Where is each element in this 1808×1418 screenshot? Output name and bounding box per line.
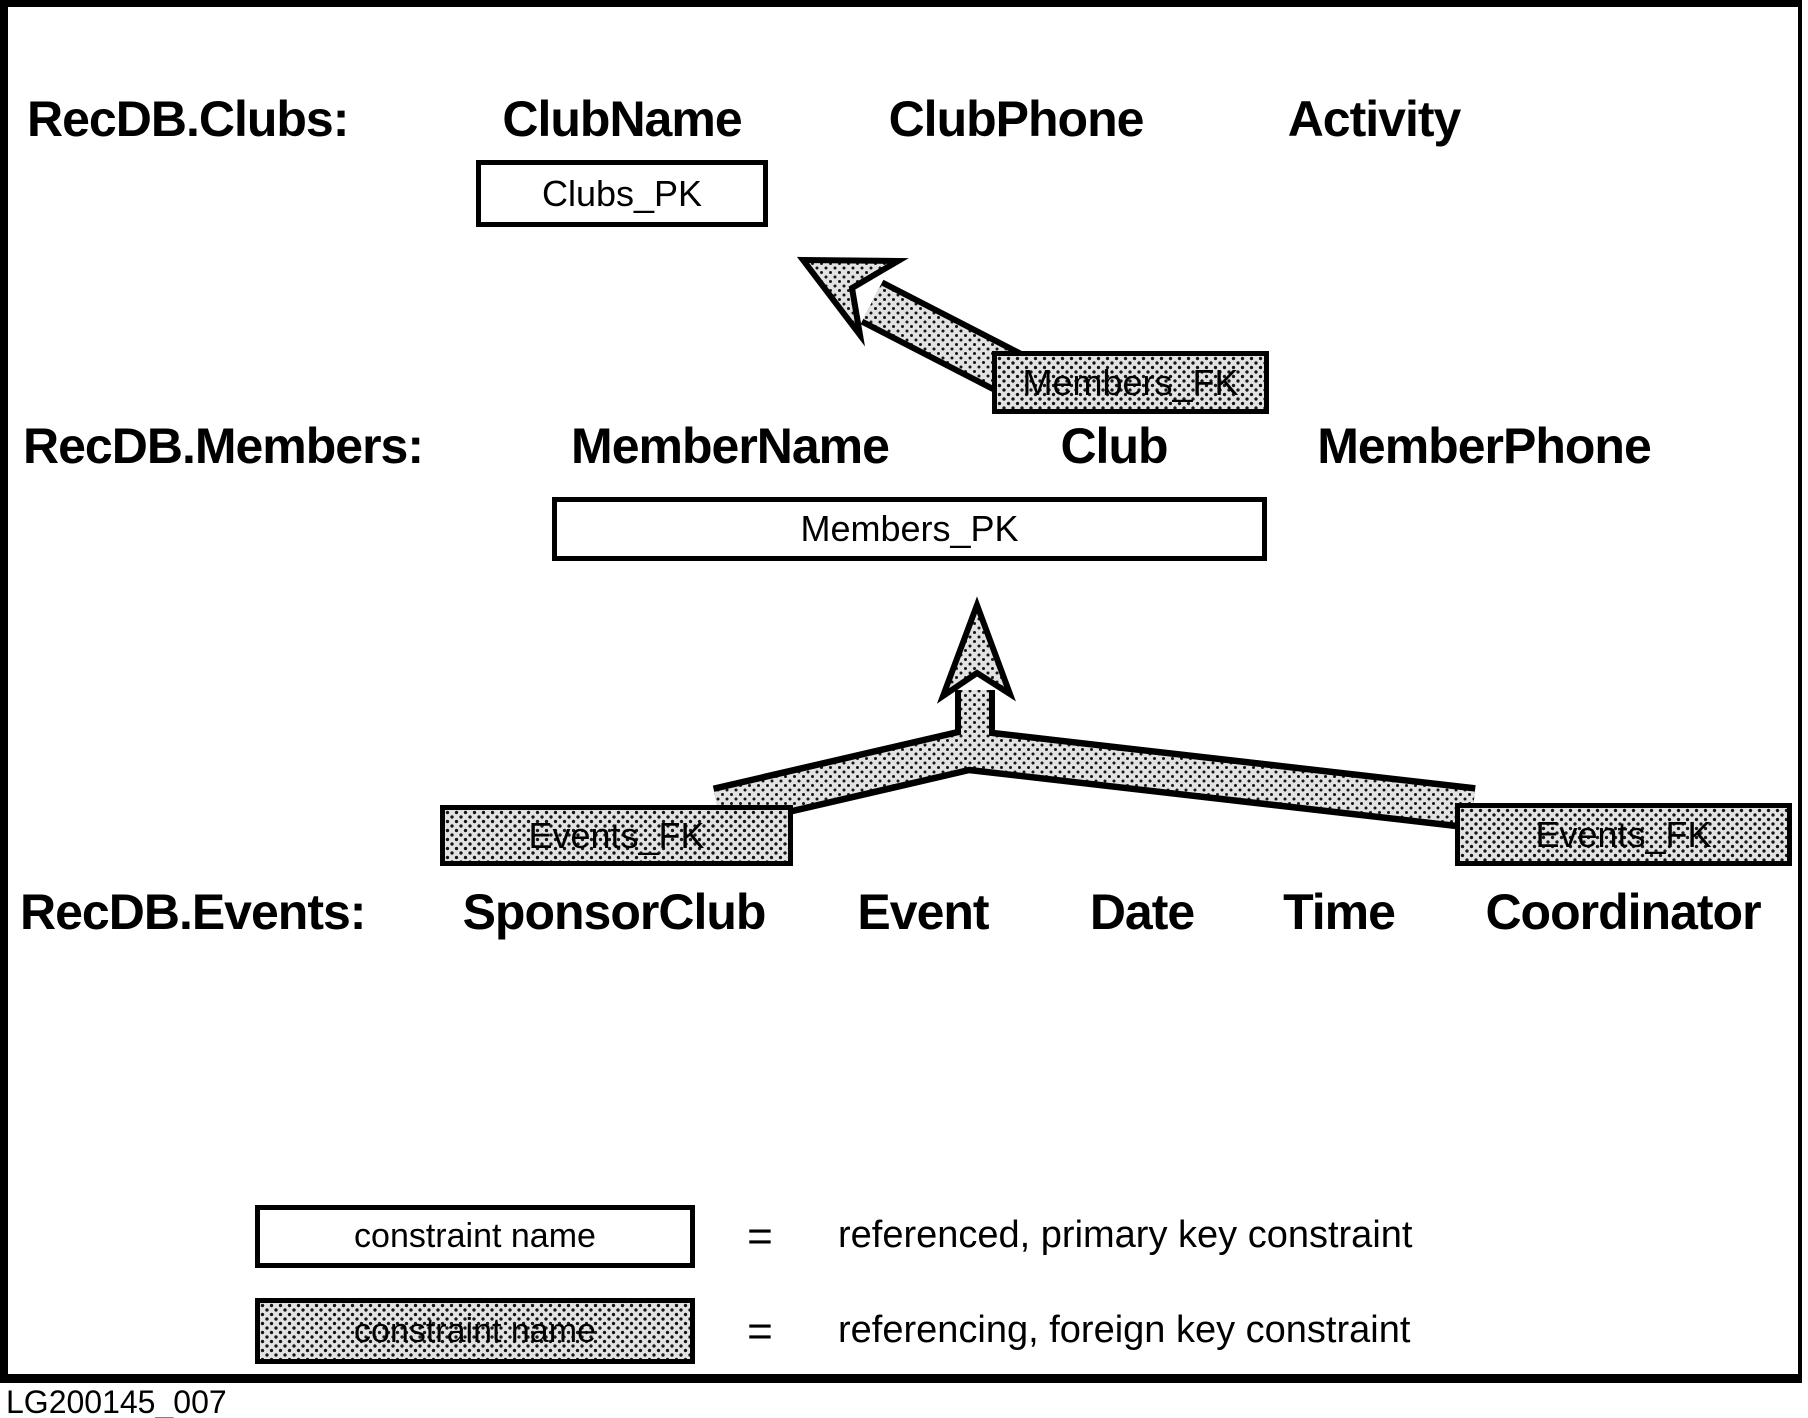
clubs-table-label: RecDB.Clubs:: [27, 91, 349, 147]
events-fk-left-constraint-box: [440, 805, 793, 866]
fk-arrow-members-to-clubs: [803, 260, 1012, 374]
members-col-club: Club: [1060, 418, 1168, 474]
legend-fk-sample-box: [255, 1298, 695, 1364]
events-col-coordinator: Coordinator: [1485, 884, 1761, 940]
events-fk-left-label: Events_FK: [528, 814, 705, 856]
members-col-membername: MemberName: [571, 418, 889, 474]
events-col-event: Event: [857, 884, 989, 940]
clubs-pk-constraint-box: [476, 160, 768, 227]
legend-pk-sample-label: constraint name: [354, 1217, 596, 1255]
legend-fk-equals: =: [747, 1307, 773, 1356]
fk-arrow-events-to-members: [718, 605, 1473, 808]
events-col-time: Time: [1283, 884, 1395, 940]
clubs-pk-label: Clubs_PK: [541, 172, 703, 214]
events-table-label: RecDB.Events:: [20, 884, 366, 940]
events-fk-right-label: Events_FK: [1535, 813, 1712, 855]
events-col-sponsorclub: SponsorClub: [462, 884, 766, 940]
figure-id-label: LG200145_007: [6, 1384, 227, 1418]
clubs-col-clubname: ClubName: [502, 91, 742, 147]
members-pk-label: Members_PK: [800, 508, 1019, 549]
legend-fk-sample-label: constraint name: [354, 1311, 596, 1350]
clubs-col-activity: Activity: [1287, 91, 1461, 147]
clubs-col-clubphone: ClubPhone: [888, 91, 1144, 147]
events-fk-right-constraint-box: [1455, 803, 1792, 866]
legend-pk-sample-box: [255, 1205, 695, 1268]
members-fk-constraint-box: [992, 351, 1269, 414]
legend-pk-description: referenced, primary key constraint: [838, 1214, 1413, 1256]
members-table-label: RecDB.Members:: [23, 418, 424, 474]
members-pk-constraint-box: [552, 497, 1267, 561]
members-fk-label: Members_FK: [1022, 361, 1239, 403]
legend-fk-description: referencing, foreign key constraint: [838, 1309, 1411, 1351]
legend-pk-equals: =: [747, 1212, 773, 1261]
members-col-memberphone: MemberPhone: [1317, 418, 1651, 474]
events-col-date: Date: [1089, 884, 1195, 940]
